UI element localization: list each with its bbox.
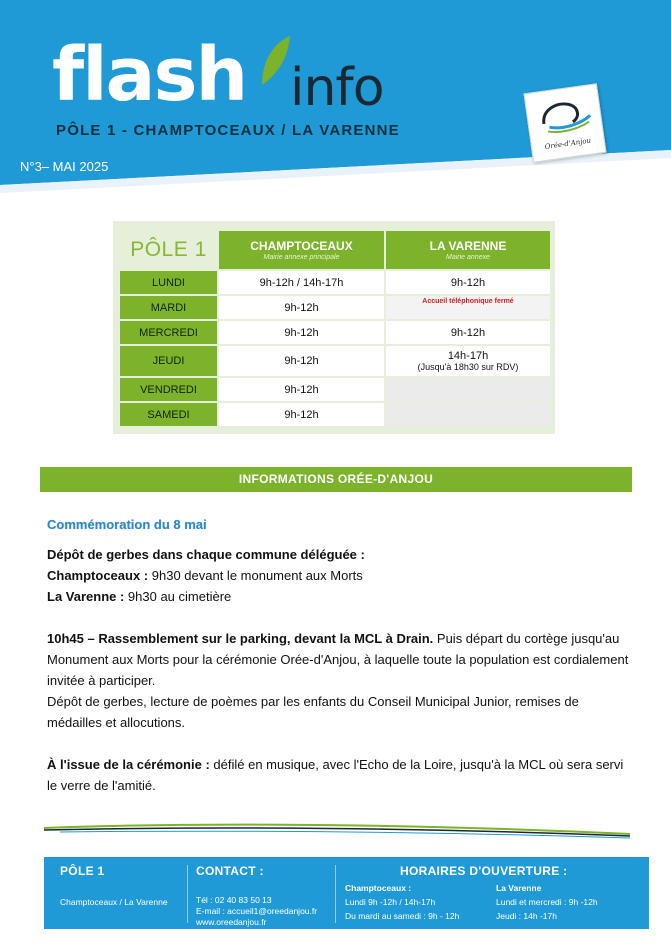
paragraph-bold: À l'issue de la cérémonie : [47, 757, 210, 772]
hours-note: (Jusqu'à 18h30 sur RDV) [417, 362, 519, 372]
column-sub: Mairie annexe [446, 254, 490, 261]
hours-cell: 9h-12h [217, 294, 384, 319]
title-info: info [290, 58, 384, 118]
footer-var-line2: Jeudi : 14h -17h [496, 911, 557, 921]
day-cell: MERCREDI [120, 319, 217, 344]
table-row [120, 401, 550, 426]
table-row [120, 376, 550, 401]
footer-var-line1: Lundi et mercredi : 9h -12h [496, 897, 598, 907]
pole-title: PÔLE 1 - CHAMPTOCEAUX / LA VARENNE [56, 122, 400, 139]
hours-cell [384, 344, 550, 376]
closed-notice: Accueil téléphonique fermé [422, 297, 514, 305]
table-row [120, 344, 550, 376]
column-header-varenne [384, 231, 550, 269]
schedule-table [120, 231, 550, 426]
day-cell: JEUDI [120, 344, 217, 376]
hours-cell-empty [384, 376, 550, 401]
footer-hours-title: HORAIRES D'OUVERTURE : [400, 864, 568, 878]
table-row [120, 319, 550, 344]
hours-cell: 9h-12h [217, 319, 384, 344]
issue-number: N°3– MAI 2025 [20, 159, 109, 174]
paragraph-text: 9h30 devant le monument aux Morts [148, 568, 363, 583]
day-cell: SAMEDI [120, 401, 217, 426]
paragraph-champtoceaux [47, 565, 632, 586]
footer-champ-line2: Du mardi au samedi : 9h - 12h [345, 911, 460, 921]
hours-cell-closed [384, 294, 550, 319]
hours-cell: 9h-12h [384, 269, 550, 294]
paragraph-rassemblement [47, 628, 632, 691]
footer [44, 857, 649, 929]
hours-cell: 9h-12h [217, 401, 384, 426]
hours-cell: 9h-12h / 14h-17h [217, 269, 384, 294]
footer-divider [187, 865, 188, 923]
footer-champ-title: Champtoceaux : [345, 883, 412, 893]
column-name: LA VARENNE [429, 239, 507, 253]
footer-pole-title: PÔLE 1 [60, 864, 105, 878]
footer-var-title: La Varenne [496, 883, 542, 893]
oree-danjou-logo [523, 83, 606, 163]
paragraph-bold: Dépôt de gerbes dans chaque commune déléguée : [47, 547, 365, 562]
paragraph-text: défilé en musique, avec l'Echo de la Loire, jusqu'à la MCL où sera servi le verre de l'amitié. [47, 757, 624, 793]
paragraph-label: La Varenne : [47, 589, 125, 604]
footer-divider [335, 865, 336, 923]
hours-cell-empty [384, 401, 550, 426]
day-cell: VENDREDI [120, 376, 217, 401]
table-row [120, 294, 550, 319]
table-row [120, 269, 550, 294]
footer-champ-line1: Lundi 9h -12h / 14h-17h [345, 897, 436, 907]
day-cell: MARDI [120, 294, 217, 319]
column-name: CHAMPTOCEAUX [250, 239, 353, 253]
header [0, 0, 671, 200]
hours-main: 14h-17h [447, 350, 489, 362]
hours-cell: 9h-12h [217, 344, 384, 376]
logo-text: Orée-d'Anjou [544, 136, 592, 152]
footer-pole-sub: Champtoceaux / La Varenne [60, 897, 168, 907]
schedule-box [113, 221, 555, 434]
pole-label: PÔLE 1 [120, 231, 217, 269]
footer-decoration [0, 820, 671, 844]
footer-email[interactable]: E-mail : accueil1@oreedanjou.fr [196, 906, 318, 916]
paragraph-bold: 10h45 – Rassemblement sur le parking, devant la MCL à Drain. [47, 631, 434, 646]
paragraph-label: Champtoceaux : [47, 568, 149, 583]
article-heading: Commémoration du 8 mai [47, 517, 207, 532]
paragraph-text: Dépôt de gerbes, lecture de poèmes par les enfants du Conseil Municipal Junior, remises de médailles et allocutions. [47, 694, 579, 730]
paragraph-depot [47, 691, 632, 733]
paragraph-issue [47, 754, 632, 796]
footer-contact-title: CONTACT : [196, 864, 264, 878]
section-title: INFORMATIONS ORÉE-D'ANJOU [40, 467, 632, 492]
paragraph-text: 9h30 au cimetière [124, 589, 232, 604]
column-header-champtoceaux [217, 231, 384, 269]
footer-phone: Tél : 02 40 83 50 13 [196, 895, 272, 905]
hours-cell: 9h-12h [217, 376, 384, 401]
day-cell: LUNDI [120, 269, 217, 294]
schedule-header-row [120, 231, 550, 269]
title-flash: flash [52, 32, 247, 118]
paragraph-varenne [47, 586, 632, 607]
paragraph-gerbes [47, 544, 632, 565]
footer-website[interactable]: www.oreedanjou.fr [196, 917, 267, 927]
hours-cell: 9h-12h [384, 319, 550, 344]
paragraph-text: Puis départ du cortège jusqu'au Monument aux Morts pour la cérémonie Orée-d'Anjou, à laquelle toute la population est cordialement invitée à participer. [47, 631, 629, 688]
column-sub: Mairie annexe principale [263, 254, 340, 261]
